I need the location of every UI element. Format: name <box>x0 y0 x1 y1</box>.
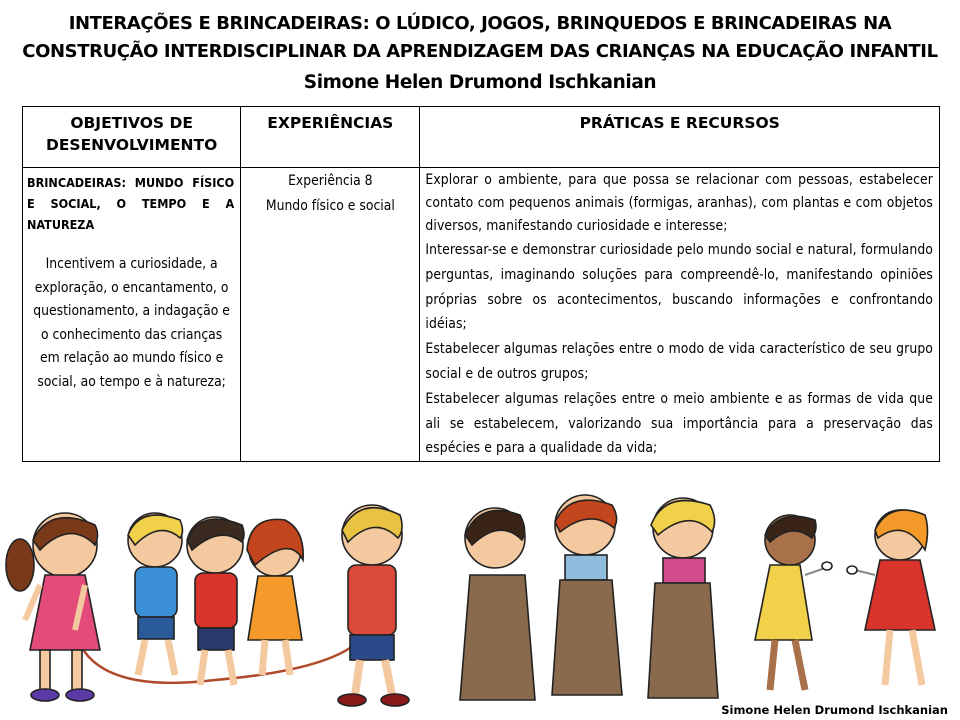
sack-race-child-figure <box>552 495 622 695</box>
praticas-cell <box>420 168 940 462</box>
pratica-item-2: Interessar-se e demonstrar curiosidade pelo mundo social e natural, formulando perguntas, imaginando soluções para compreendê-lo, manifestando opiniões próprias sobre os acontecimentos, buscando informações e confrontando idéias; <box>425 242 933 333</box>
children-jumping-rope-illustration <box>6 505 409 706</box>
table-header-row <box>23 107 940 168</box>
boy-holding-rope-figure <box>338 505 409 706</box>
footer-signature: Simone Helen Drumond Ischkanian <box>721 703 948 717</box>
egg-spoon-child-figure <box>847 510 935 685</box>
document-title-line-2: CONSTRUÇÃO INTERDISCIPLINAR DA APRENDIZAGEM DAS CRIANÇAS NA EDUCAÇÃO INFANTIL <box>22 41 938 62</box>
sack-race-child-figure <box>648 498 718 698</box>
header-praticas: PRÁTICAS E RECURSOS <box>420 107 940 168</box>
objetivos-cell <box>23 168 241 462</box>
children-playing-illustration <box>0 490 960 720</box>
experiencia-name: Mundo físico e social <box>265 198 395 214</box>
header-experiencias: EXPERIÊNCIAS <box>241 107 420 168</box>
jumping-boy-figure <box>128 513 183 675</box>
pratica-item-3: Estabelecer algumas relações entre o modo de vida característico de seu grupo social e de outros grupos; <box>425 341 933 382</box>
jumping-girl-figure <box>247 519 303 675</box>
table-row <box>23 168 940 462</box>
children-sack-race-and-egg-spoon-illustration <box>460 495 935 700</box>
document-title-line-1: INTERAÇÕES E BRINCADEIRAS: O LÚDICO, JOGOS, BRINQUEDOS E BRINCADEIRAS NA <box>68 13 892 34</box>
egg-spoon-child-figure <box>755 515 832 690</box>
objetivos-text: Incentivem a curiosidade, a exploração, o encantamento, o questionamento, a indagação e o conhecimento das crianças em relação ao mundo físico e social, ao tempo e à natureza; <box>33 256 230 390</box>
jumping-boy-figure <box>187 517 244 685</box>
girl-holding-rope-figure <box>6 513 100 701</box>
header-objetivos: OBJETIVOS DE DESENVOLVIMENTO <box>23 107 241 168</box>
pratica-item-4: Estabelecer algumas relações entre o meio ambiente e as formas de vida que ali se estabelecem, valorizando sua importância para a preservação das espécies e para a qualidade da vida; <box>425 390 933 457</box>
pratica-item-1: Explorar o ambiente, para que possa se relacionar com pessoas, estabelecer contato com pequenos animais (formigas, aranhas), com plantas e com objetos diversos, manifestando curiosidade e interesse; <box>425 172 933 234</box>
experiencias-cell <box>241 168 420 462</box>
document-author: Simone Helen Drumond Ischkanian <box>303 72 657 93</box>
experiencia-number: Experiência 8 <box>288 173 373 189</box>
curriculum-table <box>22 106 940 462</box>
sack-race-child-figure <box>460 508 535 700</box>
objetivos-title: BRINCADEIRAS: MUNDO FÍSICO E SOCIAL, O TEMPO E A NATUREZA <box>27 175 235 232</box>
